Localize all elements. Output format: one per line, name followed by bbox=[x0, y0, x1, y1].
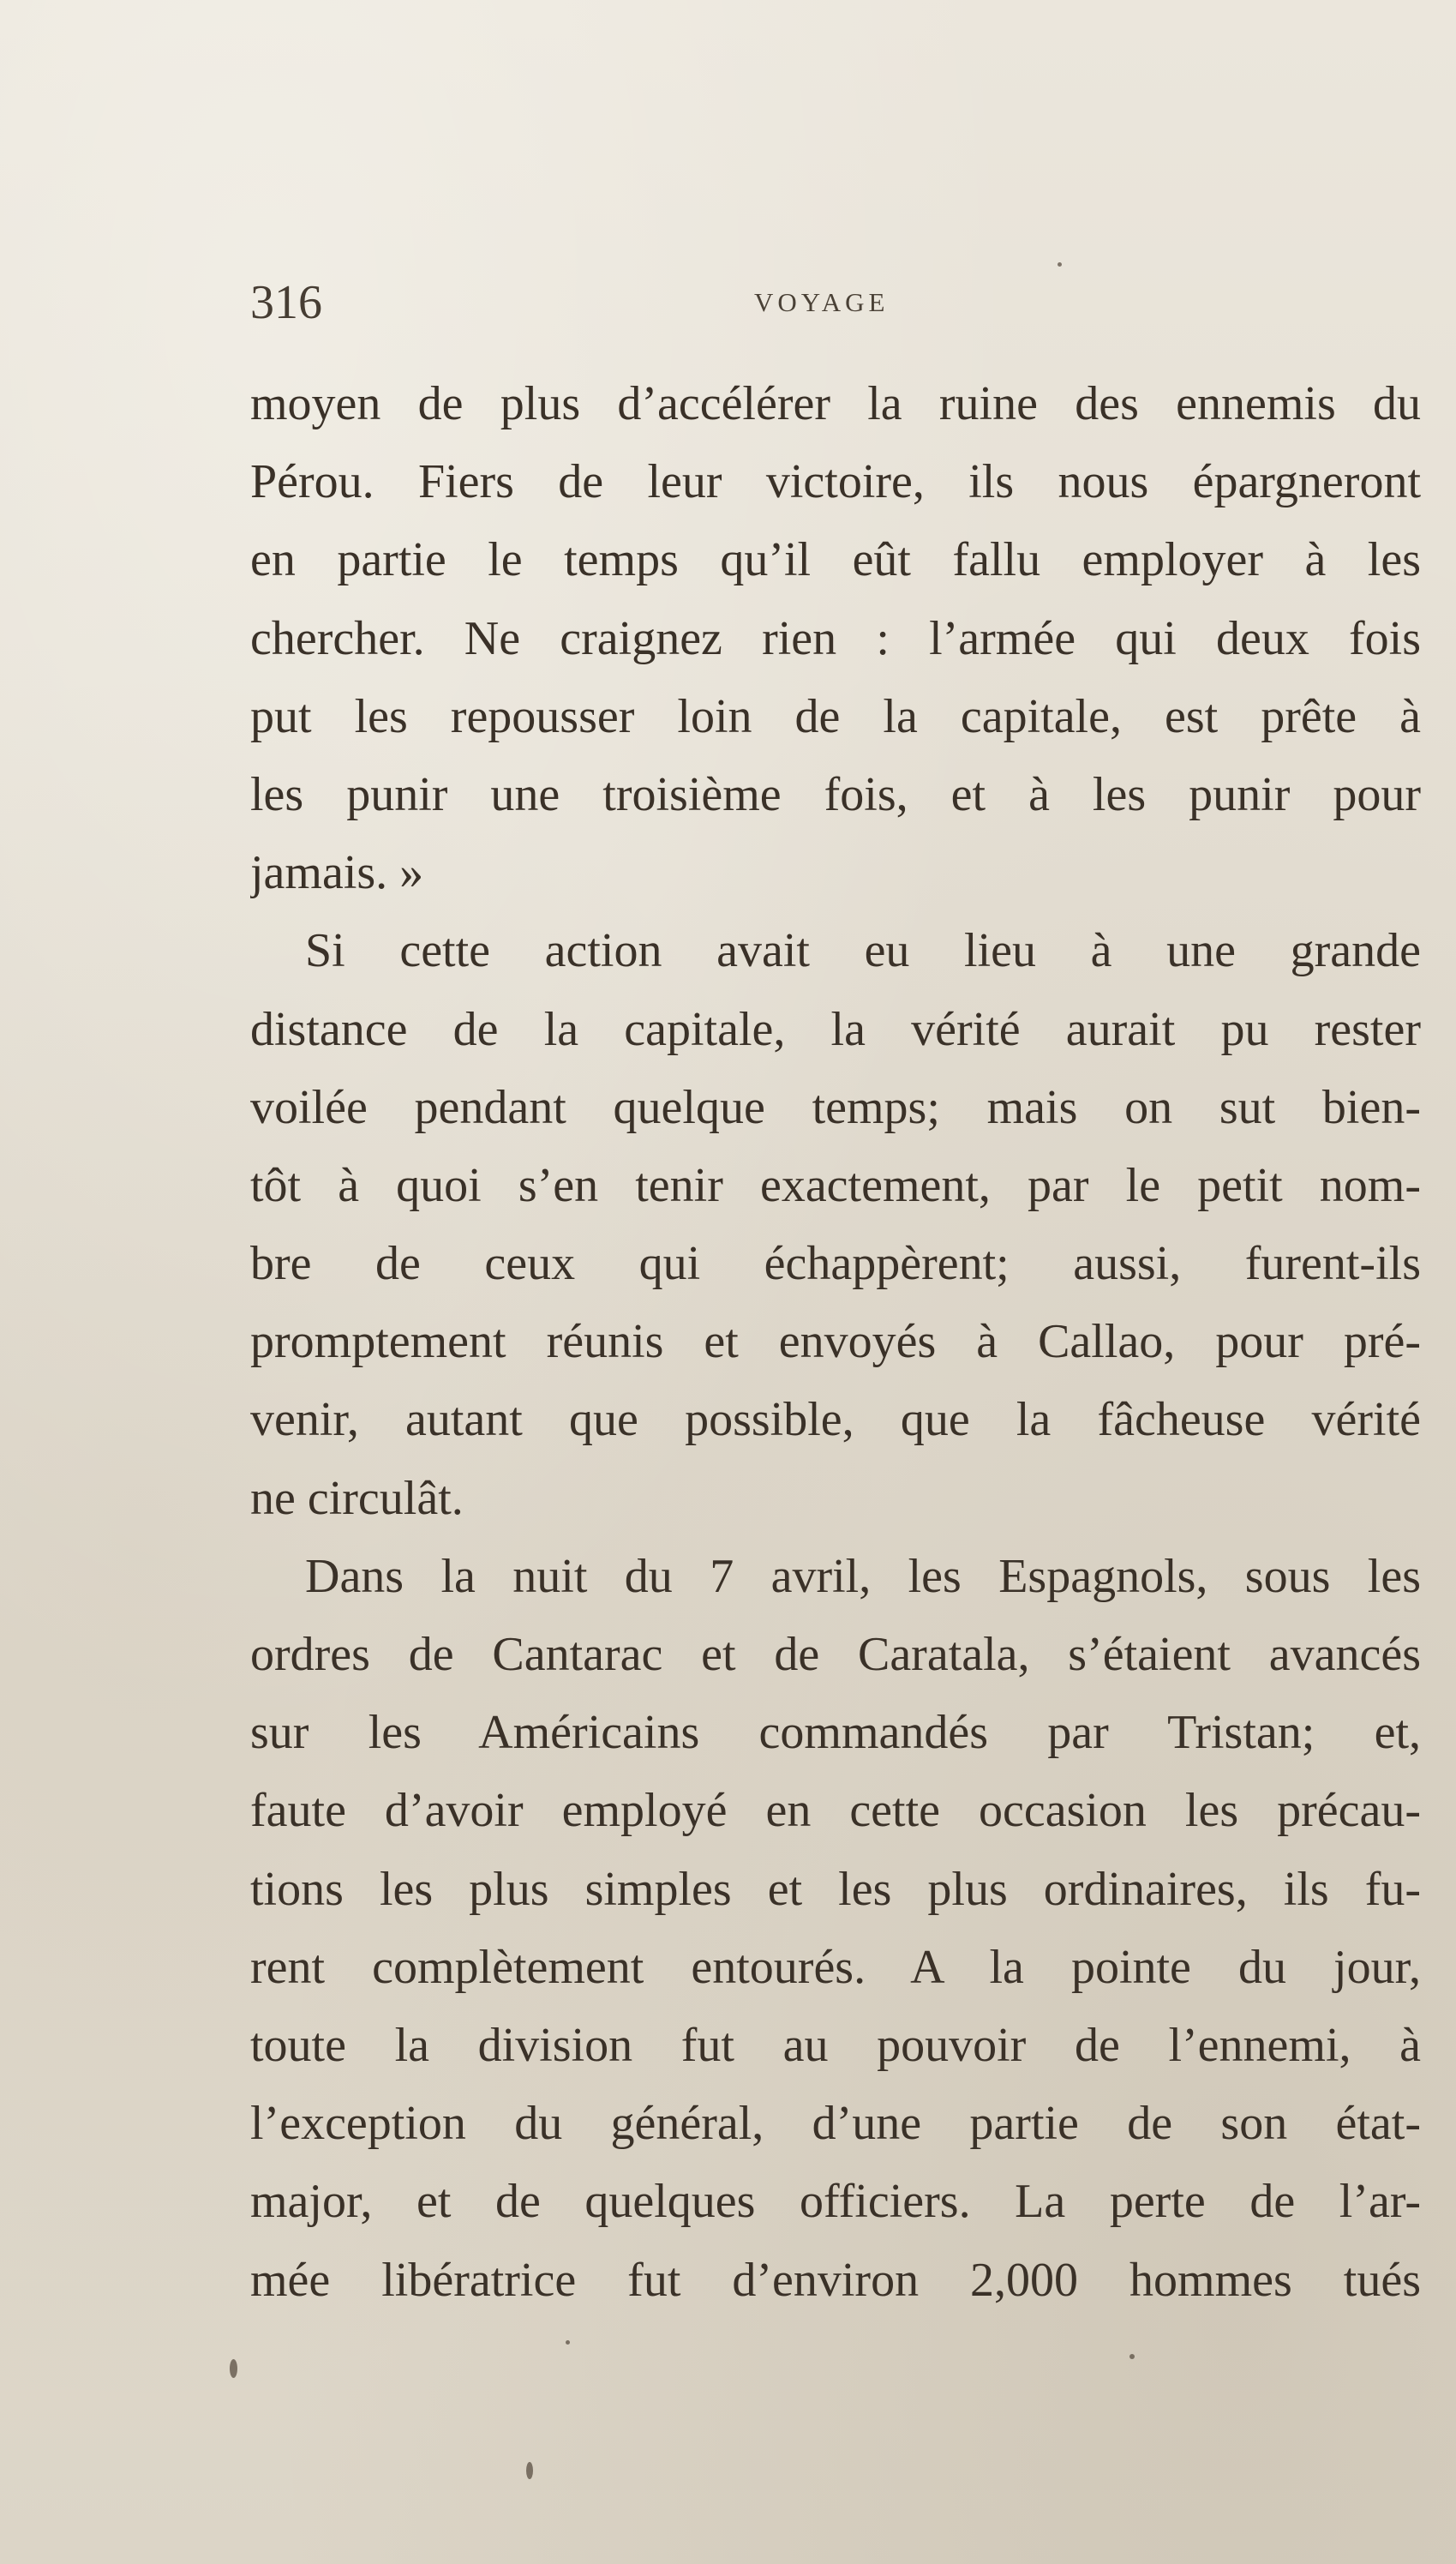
text-line: rent complètement entourés. A la pointe du jour, bbox=[250, 1940, 1421, 1994]
text-line: distance de la capitale, la vérité aurait pu rester bbox=[250, 1002, 1421, 1056]
text-line: Si cette action avait eu lieu à une grande bbox=[305, 924, 1421, 978]
body-text bbox=[250, 365, 1421, 2320]
text-line: tôt à quoi s’en tenir exactement, par le petit nom- bbox=[250, 1158, 1421, 1212]
text-line: promptement réunis et envoyés à Callao, pour pré- bbox=[250, 1315, 1421, 1369]
ink-speck bbox=[1129, 2354, 1135, 2359]
running-title: VOYAGE bbox=[754, 287, 890, 317]
ink-speck bbox=[1058, 262, 1062, 267]
text-line: chercher. Ne craignez rien : l’armée qui deux fois bbox=[250, 611, 1421, 665]
text-line: l’exception du général, d’une partie de son état- bbox=[250, 2097, 1421, 2151]
ink-speck bbox=[230, 2359, 237, 2378]
running-head bbox=[250, 273, 1421, 333]
text-line: sur les Américains commandés par Tristan; et, bbox=[250, 1706, 1421, 1760]
text-line: toute la division fut au pouvoir de l’ennemi, à bbox=[250, 2018, 1421, 2072]
text-line: les punir une troisième fois, et à les punir pour bbox=[250, 767, 1421, 821]
ink-speck bbox=[526, 2462, 533, 2479]
text-line: faute d’avoir employé en cette occasion les précau- bbox=[250, 1784, 1421, 1838]
text-line: put les repousser loin de la capitale, est prête à bbox=[250, 689, 1421, 743]
text-line: major, et de quelques officiers. La perte de l’ar- bbox=[250, 2175, 1421, 2229]
text-line: voilée pendant quelque temps; mais on sut bien- bbox=[250, 1080, 1421, 1134]
text-line: tions les plus simples et les plus ordinaires, ils fu- bbox=[250, 1862, 1421, 1916]
text-line: venir, autant que possible, que la fâcheuse vérité bbox=[250, 1393, 1421, 1447]
ink-speck bbox=[566, 2340, 570, 2345]
text-line: Pérou. Fiers de leur victoire, ils nous épargneront bbox=[250, 455, 1421, 509]
text-line: jamais. » bbox=[250, 846, 424, 900]
text-line: ne circulât. bbox=[250, 1471, 464, 1525]
text-line: mée libératrice fut d’environ 2,000 hommes tués bbox=[250, 2253, 1421, 2307]
page-number: 316 bbox=[250, 276, 322, 329]
text-line: Dans la nuit du 7 avril, les Espagnols, sous les bbox=[305, 1549, 1421, 1603]
text-line: en partie le temps qu’il eût fallu employer à les bbox=[250, 533, 1421, 587]
text-line: moyen de plus d’accélérer la ruine des ennemis du bbox=[250, 377, 1421, 430]
text-line: ordres de Cantarac et de Caratala, s’étaient avancés bbox=[250, 1628, 1421, 1681]
text-line: bre de ceux qui échappèrent; aussi, furent-ils bbox=[250, 1237, 1421, 1291]
